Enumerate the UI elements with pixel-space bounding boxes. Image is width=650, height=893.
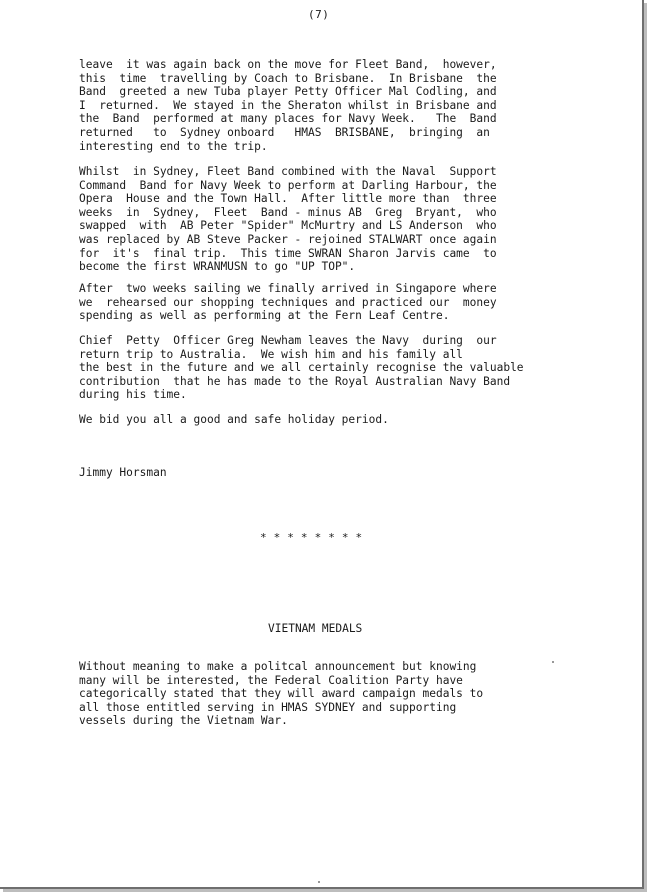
author-signature: Jimmy Horsman xyxy=(79,466,167,479)
section-separator: * * * * * * * * xyxy=(260,531,363,544)
section-title-vietnam-medals: VIETNAM MEDALS xyxy=(268,622,363,635)
paragraph-singapore: After two weeks sailing we finally arrived in Singapore where we rehearsed our shopping techniques and practiced our money spending as well as performing at the Fern Leaf Centre. xyxy=(79,282,497,323)
paragraph-fleet-band-brisbane: leave it was again back on the move for Fleet Band, however, this time travelling by Coach to Brisbane. In Brisbane the Band greeted a new Tuba player Petty Officer Mal Codling, and I returned. We stayed in the Sheraton whilst in Brisbane and the Band performed at many places for Navy Week. The Band returned to Sydney onboard HMAS BRISBANE, bringing an interesting end to the trip. xyxy=(79,58,497,153)
paragraph-greg-newham: Chief Petty Officer Greg Newham leaves the Navy during our return trip to Australia. We wish him and his family all the best in the future and we all certainly recognise the valuable contribution that he has made to the Royal Australian Navy Band during his time. xyxy=(79,334,524,402)
scan-speck xyxy=(318,881,320,883)
paragraph-vietnam-medals: Without meaning to make a politcal announcement but knowing many will be interested, the Federal Coalition Party have categorically stated that they will award campaign medals to all those entitled serving in HMAS SYDNEY and supporting vessels during the Vietnam War. xyxy=(79,660,484,728)
paragraph-holiday-wishes: We bid you all a good and safe holiday period. xyxy=(79,413,389,426)
page-number: (7) xyxy=(308,8,330,21)
paragraph-sydney-navy-week: Whilst in Sydney, Fleet Band combined with the Naval Support Command Band for Navy Week to perform at Darling Harbour, the Opera House and the Town Hall. After little more than three weeks in Sydney, Fleet Band - minus AB Greg Bryant, who swapped with AB Peter "Spider" McMurtry and LS Anderson who was replaced by AB Steve Packer - rejoined STALWART once again for it's final trip. This time SWRAN Sharon Jarvis came to become the first WRANMUSN to go "UP TOP". xyxy=(79,165,497,274)
scan-speck xyxy=(552,661,554,663)
